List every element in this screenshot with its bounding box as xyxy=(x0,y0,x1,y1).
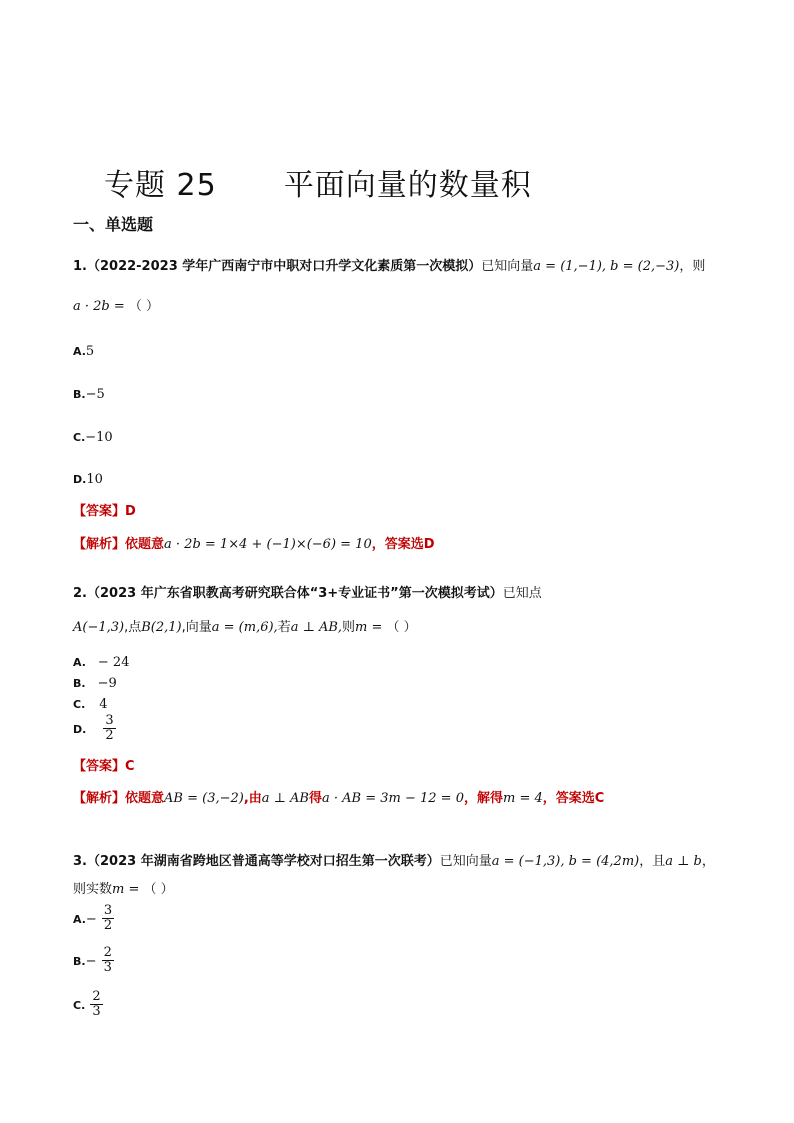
question-2-stem xyxy=(73,585,542,603)
analysis-tag: 【解析】 xyxy=(73,537,126,552)
separator: ,向量 xyxy=(181,620,212,635)
section-heading: 一、单选题 xyxy=(73,215,154,234)
question-3-text: ，且 xyxy=(639,854,666,869)
option-value: 10 xyxy=(86,472,103,487)
analysis-expression: a · 2b = 1×4 + (−1)×(−6) = 10 xyxy=(164,537,372,552)
question-1-expression-line xyxy=(73,298,159,316)
option-label: D. xyxy=(73,473,87,486)
question-2-blank: （ ） xyxy=(386,620,417,635)
question-3-option-a[interactable] xyxy=(73,904,114,933)
question-3-option-b[interactable] xyxy=(73,946,114,975)
analysis-choice: C xyxy=(594,791,605,806)
analysis-text: 依题意 xyxy=(125,537,165,552)
question-1-text-tail: ，则 xyxy=(679,259,706,274)
option-value: −5 xyxy=(85,387,105,402)
analysis-choice: D xyxy=(423,537,435,552)
answer-value: D xyxy=(125,504,136,519)
page-title xyxy=(104,160,532,204)
analysis-equation: a · AB = 3m − 12 = 0 xyxy=(322,791,464,806)
option-value: 5 xyxy=(85,344,95,359)
point-b: B(2,1) xyxy=(141,620,182,635)
question-3-text: 则实数 xyxy=(73,882,113,897)
fraction-numerator: 2 xyxy=(92,989,101,1004)
answer-tag: 【答案】 xyxy=(73,504,126,519)
fraction-denominator: 2 xyxy=(105,728,114,743)
question-1-answer xyxy=(73,500,136,519)
option-sign: − xyxy=(85,912,97,927)
question-1-option-a[interactable] xyxy=(73,340,94,359)
question-2-option-c[interactable] xyxy=(73,693,108,712)
answer-value: C xyxy=(125,759,135,774)
separator: 则 xyxy=(342,620,356,635)
question-1-option-c[interactable] xyxy=(73,426,113,445)
fraction xyxy=(102,946,114,975)
option-label: A. xyxy=(73,656,86,669)
question-3-given-vectors: a = (−1,3), b = (4,2m) xyxy=(491,854,640,869)
separator: ,点 xyxy=(124,620,142,635)
question-2-text: 已知点 xyxy=(502,586,542,601)
analysis-vector-ab: AB = (3,−2) xyxy=(164,791,244,806)
option-value: −10 xyxy=(85,430,113,445)
fraction-denominator: 3 xyxy=(103,960,112,975)
fraction xyxy=(90,990,102,1019)
question-1-stem xyxy=(73,258,705,276)
question-3-ask-line xyxy=(73,881,174,899)
question-3-text: 已知向量 xyxy=(439,854,492,869)
question-1-number: 1. xyxy=(73,259,87,274)
point-a: A(−1,3) xyxy=(73,620,125,635)
option-label: B. xyxy=(73,677,86,690)
fraction xyxy=(103,714,115,743)
question-1-expression: a · 2b = xyxy=(73,299,125,314)
question-1-option-d[interactable] xyxy=(73,468,103,487)
question-1-given-vectors: a = (1,−1), b = (2,−3) xyxy=(533,259,680,274)
option-label: D. xyxy=(73,723,87,736)
question-3-number: 3. xyxy=(73,854,87,869)
question-2-option-b[interactable] xyxy=(73,672,117,691)
option-label: C. xyxy=(73,698,86,711)
question-1-blank: （ ） xyxy=(128,299,160,314)
analysis-text: ，答案选 xyxy=(542,791,595,806)
question-2-source: （2023 年广东省职教高考研究联合体“3+专业证书”第一次模拟考试） xyxy=(86,586,503,601)
option-value: −9 xyxy=(97,676,117,691)
question-1-source: （2022-2023 学年广西南宁市中职对口升学文化素质第一次模拟） xyxy=(86,259,482,274)
separator: 若 xyxy=(277,620,291,635)
option-label: C. xyxy=(73,431,86,444)
analysis-text: ，解得 xyxy=(463,791,503,806)
vector-a: a = (m,6), xyxy=(211,620,278,635)
fraction-numerator: 2 xyxy=(103,945,112,960)
option-value: − 24 xyxy=(97,655,130,670)
question-1-analysis xyxy=(73,536,435,554)
fraction-denominator: 3 xyxy=(92,1004,101,1019)
analysis-text: ，答案选 xyxy=(371,537,424,552)
title-topic-number: 专题 25 xyxy=(104,168,217,203)
question-2-analysis xyxy=(73,790,604,808)
fraction xyxy=(102,904,114,933)
title-topic-name: 平面向量的数量积 xyxy=(283,168,532,203)
analysis-text: ,由 xyxy=(243,791,262,806)
option-label: A. xyxy=(73,345,86,358)
answer-tag: 【答案】 xyxy=(73,759,126,774)
analysis-result: m = 4 xyxy=(503,791,543,806)
option-sign: − xyxy=(85,954,97,969)
analysis-condition: a ⊥ AB xyxy=(261,791,309,806)
analysis-text: 依题意 xyxy=(125,791,165,806)
question-3-source: （2023 年湖南省跨地区普通高等学校对口招生第一次联考） xyxy=(86,854,440,869)
question-2-answer xyxy=(73,755,135,774)
question-3-stem xyxy=(73,853,715,871)
perpendicular-condition: a ⊥ AB, xyxy=(290,620,343,635)
question-1-text: 已知向量 xyxy=(481,259,534,274)
fraction-denominator: 2 xyxy=(103,918,113,933)
question-3-blank: （ ） xyxy=(143,882,174,897)
fraction-numerator: 3 xyxy=(105,713,114,728)
question-3-option-c[interactable] xyxy=(73,990,103,1019)
question-1-option-b[interactable] xyxy=(73,383,105,402)
fraction-numerator: 3 xyxy=(103,903,113,918)
question-2-option-d[interactable] xyxy=(73,714,116,743)
option-label: B. xyxy=(73,955,86,968)
question-2-option-a[interactable] xyxy=(73,651,129,670)
question-3-condition: a ⊥ b xyxy=(665,854,702,869)
option-value: 4 xyxy=(99,697,108,712)
question-3-text: ， xyxy=(701,854,715,869)
option-label: A. xyxy=(73,913,86,926)
analysis-tag: 【解析】 xyxy=(73,791,126,806)
option-label: B. xyxy=(73,388,86,401)
analysis-text: 得 xyxy=(308,791,322,806)
question-2-condition-line xyxy=(73,619,417,637)
question-2-ask: m = xyxy=(355,620,383,635)
option-label: C. xyxy=(73,999,86,1012)
question-3-ask: m = xyxy=(112,882,140,897)
question-2-number: 2. xyxy=(73,586,87,601)
